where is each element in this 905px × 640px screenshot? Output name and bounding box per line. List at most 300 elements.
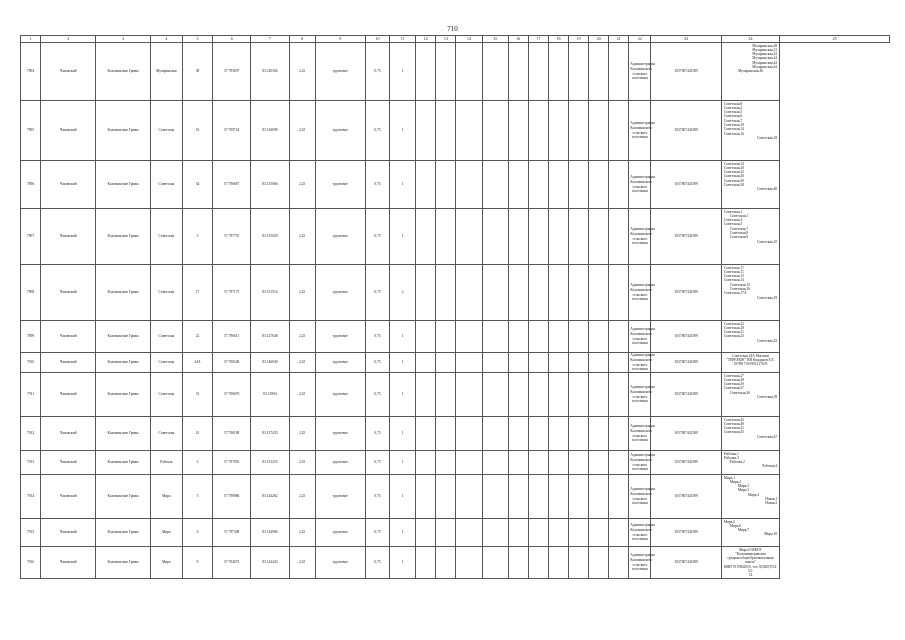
empty-cell xyxy=(436,101,456,161)
empty-cell xyxy=(569,265,589,321)
address-line: Советская,1 xyxy=(723,209,743,214)
empty-cell xyxy=(436,265,456,321)
empty-cell xyxy=(589,101,609,161)
latitude-cell: 57.799724 xyxy=(213,101,251,161)
column-number: 20 xyxy=(589,36,609,43)
empty-cell xyxy=(589,519,609,547)
street-cell: Мухаринская xyxy=(150,43,182,101)
empty-cell xyxy=(436,547,456,579)
address-line: Советская,40 xyxy=(757,187,778,192)
address-line: Новая,2 xyxy=(765,501,778,506)
column-number: 21 xyxy=(609,36,629,43)
column-number: 12 xyxy=(416,36,436,43)
served-addresses-cell xyxy=(721,101,779,161)
container-count-cell: 1 xyxy=(390,475,416,519)
container-count-cell: 1 xyxy=(390,547,416,579)
empty-cell xyxy=(569,519,589,547)
area-cell: 2,25 xyxy=(289,209,315,265)
address-line: Советская,18 xyxy=(757,135,778,140)
empty-cell xyxy=(548,209,568,265)
address-line: Советская,8 xyxy=(723,101,743,106)
address-line: Советская,30 xyxy=(723,382,744,387)
container-count-cell: 1 xyxy=(390,161,416,209)
house-cell: 6 xyxy=(182,519,212,547)
district-cell: Чановский xyxy=(41,101,96,161)
container-count-cell: 1 xyxy=(390,417,416,451)
settlement-cell: Коломинские Гривы xyxy=(96,547,150,579)
served-addresses-cell xyxy=(721,321,779,353)
address-line: Мухаринская,31 xyxy=(752,47,778,52)
table-row xyxy=(21,321,890,353)
address-line: Советская,10 xyxy=(757,239,778,244)
empty-cell xyxy=(609,547,629,579)
settlement-cell: Коломинские Гривы xyxy=(96,373,150,417)
volume-cell: 0,75 xyxy=(365,353,389,373)
empty-cell xyxy=(456,519,482,547)
address-line: Советская,5 xyxy=(723,222,743,227)
empty-cell xyxy=(548,519,568,547)
surface-cell: грунтовое xyxy=(315,547,365,579)
address-line: Советская,6 xyxy=(723,114,743,119)
empty-cell xyxy=(416,547,436,579)
column-number: 5 xyxy=(182,36,212,43)
address-line: Мухаринская,44 xyxy=(752,64,778,69)
address-line: Советская,37 xyxy=(723,386,744,391)
empty-cell xyxy=(548,161,568,209)
address-line: Советская,9 xyxy=(729,235,749,240)
record-number: 7907 xyxy=(21,209,41,265)
empty-cell xyxy=(416,161,436,209)
address-line: Советская,17 xyxy=(723,265,744,270)
longitude-cell: 83.146040 xyxy=(251,353,289,373)
empty-cell xyxy=(589,353,609,373)
empty-cell xyxy=(609,209,629,265)
longitude-cell: 83.144443 xyxy=(251,547,289,579)
empty-cell xyxy=(528,265,548,321)
column-number: 6 xyxy=(213,36,251,43)
inn-cell: 1057007441589 xyxy=(651,209,721,265)
column-number: 24 xyxy=(721,36,779,43)
district-cell: Чановский xyxy=(41,373,96,417)
street-cell: Мира xyxy=(150,475,182,519)
address-line: Советская,19 xyxy=(757,295,778,300)
served-addresses-cell xyxy=(721,353,779,373)
empty-cell xyxy=(609,321,629,353)
volume-cell: 0,75 xyxy=(365,209,389,265)
street-cell: Советская xyxy=(150,321,182,353)
empty-cell xyxy=(456,265,482,321)
longitude-cell: 83.151253 xyxy=(251,451,289,475)
empty-cell xyxy=(528,451,548,475)
table-row xyxy=(21,519,890,547)
address-line: Советская,14 xyxy=(723,278,744,283)
container-count-cell: 2 xyxy=(390,265,416,321)
owner-cell: Администрация Коломинского сельского поселения xyxy=(629,451,651,475)
column-number: 9 xyxy=(315,36,365,43)
address-line: Советская,20 xyxy=(723,165,744,170)
house-cell: 3 xyxy=(182,451,212,475)
latitude-cell: 57.796670 xyxy=(213,373,251,417)
volume-cell: 0,75 xyxy=(365,161,389,209)
settlement-cell: Коломинские Гривы xyxy=(96,43,150,101)
address-line: Советская,14 xyxy=(723,127,744,132)
latitude-cell: 57.798886 xyxy=(213,475,251,519)
empty-cell xyxy=(416,321,436,353)
volume-cell: 0,75 xyxy=(365,265,389,321)
street-cell: Советская xyxy=(150,373,182,417)
address-line: 14 xyxy=(748,573,753,578)
owner-cell: Администрация Коломинского сельского поселения xyxy=(629,321,651,353)
address-line: Мира,7 xyxy=(737,528,750,533)
empty-cell xyxy=(569,451,589,475)
address-line: Советская,28 xyxy=(723,377,744,382)
surface-cell: грунтовое xyxy=(315,101,365,161)
served-addresses-cell xyxy=(721,373,779,417)
empty-cell xyxy=(609,161,629,209)
address-line: Советская,39 xyxy=(757,394,778,399)
house-cell: 24А xyxy=(182,353,212,373)
district-cell: Чановский xyxy=(41,547,96,579)
district-cell: Чановский xyxy=(41,265,96,321)
address-line: Мира,10 xyxy=(764,532,778,537)
address-line: Мира,4 xyxy=(747,492,760,497)
address-line: Советская,47 xyxy=(757,434,778,439)
longitude-cell: 83.147648 xyxy=(251,321,289,353)
inn-cell: 1057007441589 xyxy=(651,161,721,209)
empty-cell xyxy=(436,373,456,417)
empty-cell xyxy=(569,417,589,451)
empty-cell xyxy=(548,373,568,417)
empty-cell xyxy=(548,101,568,161)
latitude-cell: 57.796611 xyxy=(213,321,251,353)
empty-cell xyxy=(609,451,629,475)
owner-cell: Администрация Коломинского сельского поселения xyxy=(629,43,651,101)
street-cell: Советская xyxy=(150,353,182,373)
column-number: 2 xyxy=(41,36,96,43)
empty-cell xyxy=(416,43,436,101)
served-addresses-cell xyxy=(721,209,779,265)
address-line: Советская,38 xyxy=(723,182,744,187)
empty-cell xyxy=(569,373,589,417)
empty-cell xyxy=(416,265,436,321)
empty-cell xyxy=(456,161,482,209)
empty-cell xyxy=(528,321,548,353)
record-number: 7904 xyxy=(21,43,41,101)
settlement-cell: Коломинские Гривы xyxy=(96,519,150,547)
address-line: Советская,45 xyxy=(723,430,744,435)
address-line: Советская,16 xyxy=(723,131,744,136)
empty-cell xyxy=(528,353,548,373)
table-row xyxy=(21,373,890,417)
empty-cell xyxy=(436,353,456,373)
empty-cell xyxy=(609,417,629,451)
column-number-row xyxy=(21,36,890,43)
owner-cell: Администрация Коломинского сельского поселения xyxy=(629,373,651,417)
empty-cell xyxy=(436,417,456,451)
street-cell: Советская xyxy=(150,101,182,161)
empty-cell xyxy=(548,353,568,373)
column-number: 15 xyxy=(482,36,508,43)
surface-cell: грунтовое xyxy=(315,43,365,101)
settlement-cell: Коломинские Гривы xyxy=(96,321,150,353)
column-number: 11 xyxy=(390,36,416,43)
empty-cell xyxy=(456,547,482,579)
empty-cell xyxy=(548,417,568,451)
served-addresses-cell xyxy=(721,161,779,209)
empty-cell xyxy=(456,101,482,161)
empty-cell xyxy=(589,321,609,353)
address-line: "ТЕРЕМОК" ИП Кондаков Е.Е. xyxy=(726,357,775,362)
column-number: 18 xyxy=(548,36,568,43)
empty-cell xyxy=(508,265,528,321)
address-line: Мира,3 xyxy=(737,484,750,489)
house-cell: 34 xyxy=(182,161,212,209)
address-line: Рабочая,1 xyxy=(723,451,739,456)
empty-cell xyxy=(589,417,609,451)
inn-cell: 1057007441589 xyxy=(651,43,721,101)
settlement-cell: Коломинские Гривы xyxy=(96,265,150,321)
empty-cell xyxy=(609,101,629,161)
address-line: Мухаринская,22 xyxy=(752,52,778,57)
table-row xyxy=(21,353,890,373)
column-number: 19 xyxy=(569,36,589,43)
column-number: 22 xyxy=(629,36,651,43)
empty-cell xyxy=(508,321,528,353)
container-count-cell: 1 xyxy=(390,321,416,353)
address-line: Советская,5 xyxy=(723,110,743,115)
inn-cell: 1057007441589 xyxy=(651,101,721,161)
empty-cell xyxy=(456,475,482,519)
volume-cell: 0,75 xyxy=(365,475,389,519)
volume-cell: 0,75 xyxy=(365,373,389,417)
longitude-cell: 83.136098 xyxy=(251,101,289,161)
district-cell: Чановский xyxy=(41,417,96,451)
empty-cell xyxy=(528,161,548,209)
record-number: 7908 xyxy=(21,265,41,321)
empty-cell xyxy=(528,547,548,579)
empty-cell xyxy=(528,417,548,451)
address-line: Мира,5 xyxy=(723,519,736,524)
empty-cell xyxy=(589,547,609,579)
latitude-cell: 57.796667 xyxy=(213,161,251,209)
empty-cell xyxy=(569,161,589,209)
empty-cell xyxy=(456,451,482,475)
address-line: Советская,22 xyxy=(723,170,744,175)
empty-cell xyxy=(482,475,508,519)
empty-cell xyxy=(609,265,629,321)
empty-cell xyxy=(436,161,456,209)
longitude-cell: 83.144262 xyxy=(251,475,289,519)
address-line: Мухаринская,28 xyxy=(752,43,778,48)
street-cell: Рабочая xyxy=(150,451,182,475)
record-number: 7914 xyxy=(21,475,41,519)
area-cell: 2,25 xyxy=(289,353,315,373)
volume-cell: 0,75 xyxy=(365,43,389,101)
empty-cell xyxy=(569,321,589,353)
container-count-cell: 1 xyxy=(390,101,416,161)
empty-cell xyxy=(436,43,456,101)
empty-cell xyxy=(416,353,436,373)
longitude-cell: 83.151514 xyxy=(251,265,289,321)
owner-cell: Администрация Коломинского сельского поселения xyxy=(629,265,651,321)
address-line: Рабочая,2 xyxy=(729,460,745,465)
district-cell: Чановский xyxy=(41,43,96,101)
empty-cell xyxy=(569,475,589,519)
empty-cell xyxy=(569,209,589,265)
address-line: Мухаринская,40 xyxy=(738,69,763,74)
empty-cell xyxy=(528,519,548,547)
empty-cell xyxy=(548,321,568,353)
column-number: 3 xyxy=(96,36,150,43)
owner-cell: Администрация Коломинского сельского поселения xyxy=(629,209,651,265)
district-cell: Чановский xyxy=(41,353,96,373)
area-cell: 2,25 xyxy=(289,417,315,451)
table-row xyxy=(21,209,890,265)
record-number: 7912 xyxy=(21,417,41,451)
surface-cell: грунтовое xyxy=(315,265,365,321)
volume-cell: 0,75 xyxy=(365,451,389,475)
empty-cell xyxy=(416,209,436,265)
volume-cell: 0,75 xyxy=(365,101,389,161)
record-number: 7909 xyxy=(21,321,41,353)
column-number: 14 xyxy=(456,36,482,43)
address-line: Советская,7 xyxy=(723,118,743,123)
address-line: Рабочая,3 xyxy=(723,455,739,460)
address-line: Советская,41 xyxy=(723,426,744,431)
address-line: Мира,1 xyxy=(723,475,736,480)
empty-cell xyxy=(589,373,609,417)
longitude-cell: 83.155066 xyxy=(251,161,289,209)
empty-cell xyxy=(589,451,609,475)
street-cell: Советская xyxy=(150,161,182,209)
inn-cell: 1057007441589 xyxy=(651,451,721,475)
empty-cell xyxy=(508,43,528,101)
longitude-cell: 83.144986 xyxy=(251,519,289,547)
area-cell: 2,25 xyxy=(289,101,315,161)
record-number: 7910 xyxy=(21,353,41,373)
empty-cell xyxy=(609,43,629,101)
empty-cell xyxy=(482,101,508,161)
surface-cell: грунтовое xyxy=(315,451,365,475)
served-addresses-cell xyxy=(721,451,779,475)
longitude-cell: 83.137435 xyxy=(251,417,289,451)
latitude-cell: 57.797855 xyxy=(213,451,251,475)
column-number: 13 xyxy=(436,36,456,43)
address-line: Советская,21 xyxy=(723,330,744,335)
area-cell: 2,25 xyxy=(289,373,315,417)
inn-cell: 1057007441589 xyxy=(651,321,721,353)
column-number: 17 xyxy=(528,36,548,43)
empty-cell xyxy=(482,373,508,417)
empty-cell xyxy=(436,519,456,547)
empty-cell xyxy=(508,547,528,579)
empty-cell xyxy=(548,475,568,519)
latitude-cell: 57.796548 xyxy=(213,353,251,373)
address-line: Советская,43 xyxy=(723,417,744,422)
address-line: Мухаринская,42 xyxy=(752,60,778,65)
record-number: 7915 xyxy=(21,519,41,547)
volume-cell: 0,75 xyxy=(365,417,389,451)
empty-cell xyxy=(456,417,482,451)
address-line: Советская,23 xyxy=(723,334,744,339)
address-line: Советская,3 xyxy=(723,218,743,223)
volume-cell: 0,75 xyxy=(365,321,389,353)
settlement-cell: Коломинские Гривы xyxy=(96,417,150,451)
owner-cell: Администрация Коломинского сельского поселения xyxy=(629,547,651,579)
record-number: 7905 xyxy=(21,101,41,161)
address-line: Советская,2 xyxy=(723,105,743,110)
address-line: Советская,30 xyxy=(723,178,744,183)
empty-cell xyxy=(482,321,508,353)
surface-cell: грунтовое xyxy=(315,209,365,265)
served-addresses-cell xyxy=(721,519,779,547)
address-line: Советская,11 xyxy=(723,269,744,274)
area-cell: 2,25 xyxy=(289,161,315,209)
column-number: 4 xyxy=(150,36,182,43)
empty-cell xyxy=(436,321,456,353)
container-count-cell: 1 xyxy=(390,353,416,373)
district-cell: Чановский xyxy=(41,451,96,475)
column-number: 7 xyxy=(251,36,289,43)
latitude-cell: 57.797175 xyxy=(213,265,251,321)
record-number: 7913 xyxy=(21,451,41,475)
column-number: 10 xyxy=(365,36,389,43)
inn-cell: 1057007441589 xyxy=(651,475,721,519)
empty-cell xyxy=(589,475,609,519)
empty-cell xyxy=(416,519,436,547)
surface-cell: грунтовое xyxy=(315,519,365,547)
empty-cell xyxy=(482,43,508,101)
address-line: Советская,8 xyxy=(729,230,749,235)
address-line: Советская,13 xyxy=(723,274,744,279)
container-count-cell: 1 xyxy=(390,209,416,265)
empty-cell xyxy=(482,161,508,209)
empty-cell xyxy=(548,43,568,101)
area-cell: 2,25 xyxy=(289,43,315,101)
district-cell: Чановский xyxy=(41,161,96,209)
register-table xyxy=(20,35,890,579)
empty-cell xyxy=(508,161,528,209)
empty-cell xyxy=(416,451,436,475)
empty-cell xyxy=(436,451,456,475)
area-cell: 2,25 xyxy=(289,519,315,547)
address-line: Новая,1 xyxy=(765,496,778,501)
latitude-cell: 57.797308 xyxy=(213,519,251,547)
area-cell: 2,25 xyxy=(289,547,315,579)
empty-cell xyxy=(508,101,528,161)
house-cell: 5 xyxy=(182,475,212,519)
settlement-cell: Коломинские Гривы xyxy=(96,475,150,519)
empty-cell xyxy=(508,373,528,417)
table-row xyxy=(21,547,890,579)
address-line: Советская,24А Магазин xyxy=(732,353,769,358)
owner-cell: Администрация Коломинского сельского поселения xyxy=(629,417,651,451)
record-number: 7911 xyxy=(21,373,41,417)
address-line: Советская,17А xyxy=(723,291,747,296)
district-cell: Чановский xyxy=(41,321,96,353)
address-line: Советская,27 xyxy=(723,373,744,378)
empty-cell xyxy=(528,373,548,417)
address-line: Советская,10 xyxy=(723,122,744,127)
empty-cell xyxy=(528,101,548,161)
address-line: Советская,40 xyxy=(723,421,744,426)
house-cell: 41 xyxy=(182,417,212,451)
empty-cell xyxy=(456,373,482,417)
empty-cell xyxy=(508,417,528,451)
address-line: Мира,2 xyxy=(729,479,742,484)
address-line: Мира,6 xyxy=(729,523,742,528)
longitude-cell: 83.140384 xyxy=(251,43,289,101)
